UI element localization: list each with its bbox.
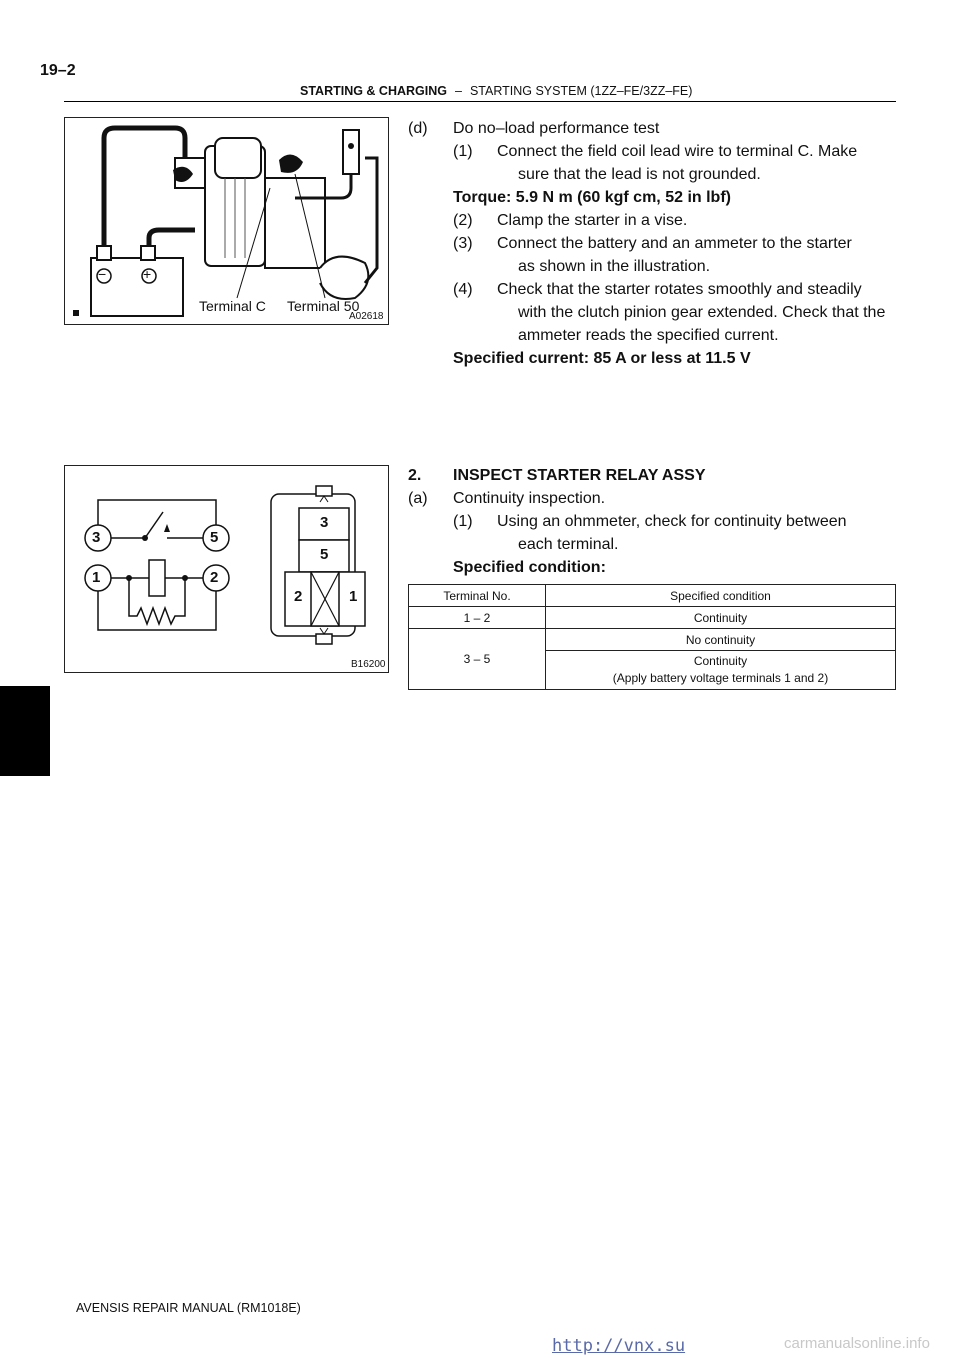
relay-figure (64, 465, 389, 673)
current-spec: Specified current: 85 A or less at 11.5 V (453, 350, 751, 367)
starter-test-illustration (65, 118, 388, 324)
torque-spec: Torque: 5.9 N m (60 kgf cm, 52 in lbf) (453, 189, 731, 206)
page-number: 19–2 (40, 62, 76, 79)
figure-code: B16200 (351, 659, 386, 670)
table-header: Terminal No. (409, 585, 546, 607)
terminal-c-label: Terminal C (199, 298, 266, 314)
relay-schematic (65, 466, 388, 672)
header-separator: – (455, 84, 462, 98)
step-d-label: (d) (408, 120, 428, 137)
table-cell: 1 – 2 (409, 607, 546, 629)
section-2-number: 2. (408, 467, 422, 484)
step-d-title: Do no–load performance test (453, 120, 660, 137)
step-d-4-line1: Check that the starter rotates smoothly and steadily (497, 281, 862, 298)
table-row (409, 629, 896, 651)
schematic-terminal-3: 3 (92, 529, 101, 546)
page-footer: AVENSIS REPAIR MANUAL (RM1018E) (76, 1301, 301, 1315)
step-d-2-line1: Clamp the starter in a vise. (497, 212, 688, 229)
step-a-text: Continuity inspection. (453, 490, 606, 507)
header-section: STARTING & CHARGING (300, 84, 447, 98)
schematic-terminal-1: 1 (92, 569, 101, 586)
table-cell (546, 651, 896, 690)
battery-minus-sign: − (98, 266, 107, 282)
table-cell: No continuity (546, 629, 896, 651)
step-a-1-line1: Using an ohmmeter, check for continuity between (497, 513, 847, 530)
table-cell-line: Continuity (693, 654, 748, 668)
table-cell: 3 – 5 (409, 629, 546, 690)
watermark-link[interactable]: http://vnx.su (552, 1336, 686, 1356)
step-d-3-line1: Connect the battery and an ammeter to the starter (497, 235, 852, 252)
header-subsection: STARTING SYSTEM (1ZZ–FE/3ZZ–FE) (469, 84, 693, 98)
step-a-1-line2: each terminal. (518, 536, 619, 553)
connector-pin-5: 5 (320, 546, 329, 563)
connector-pin-3: 3 (320, 514, 329, 531)
terminal-50-label: Terminal 50 (287, 298, 360, 314)
table-header-row (409, 585, 896, 607)
watermark-site: carmanualsonline.info (784, 1335, 930, 1352)
table-cell: Continuity (546, 607, 896, 629)
specified-condition-label: Specified condition: (453, 559, 606, 576)
header-rule (64, 101, 896, 102)
step-d-1-num: (1) (453, 143, 473, 160)
step-d-3-line2: as shown in the illustration. (518, 258, 711, 275)
step-d-2-num: (2) (453, 212, 473, 229)
schematic-terminal-5: 5 (210, 529, 219, 546)
figure-code: A02618 (349, 311, 384, 322)
step-a-label: (a) (408, 490, 428, 507)
section-2-title: INSPECT STARTER RELAY ASSY (453, 467, 706, 484)
step-d-4-line3: ammeter reads the specified current. (518, 327, 779, 344)
running-header (300, 84, 692, 98)
step-d-1-line1: Connect the field coil lead wire to terminal C. Make (497, 143, 858, 160)
connector-pin-2: 2 (294, 588, 303, 605)
table-row (409, 607, 896, 629)
starter-test-figure (64, 117, 389, 325)
step-d-3-num: (3) (453, 235, 473, 252)
connector-pin-1: 1 (349, 588, 358, 605)
step-d-4-num: (4) (453, 281, 473, 298)
step-d-1-line2: sure that the lead is not grounded. (518, 166, 761, 183)
step-a-1-num: (1) (453, 513, 473, 530)
schematic-terminal-2: 2 (210, 569, 219, 586)
section-tab-marker (0, 686, 50, 776)
table-header: Specified condition (546, 585, 896, 607)
step-d-4-line2: with the clutch pinion gear extended. Check that the (518, 304, 886, 321)
table-cell-line: (Apply battery voltage terminals 1 and 2) (612, 671, 829, 685)
continuity-table (408, 584, 896, 690)
battery-plus-sign: + (143, 266, 152, 282)
